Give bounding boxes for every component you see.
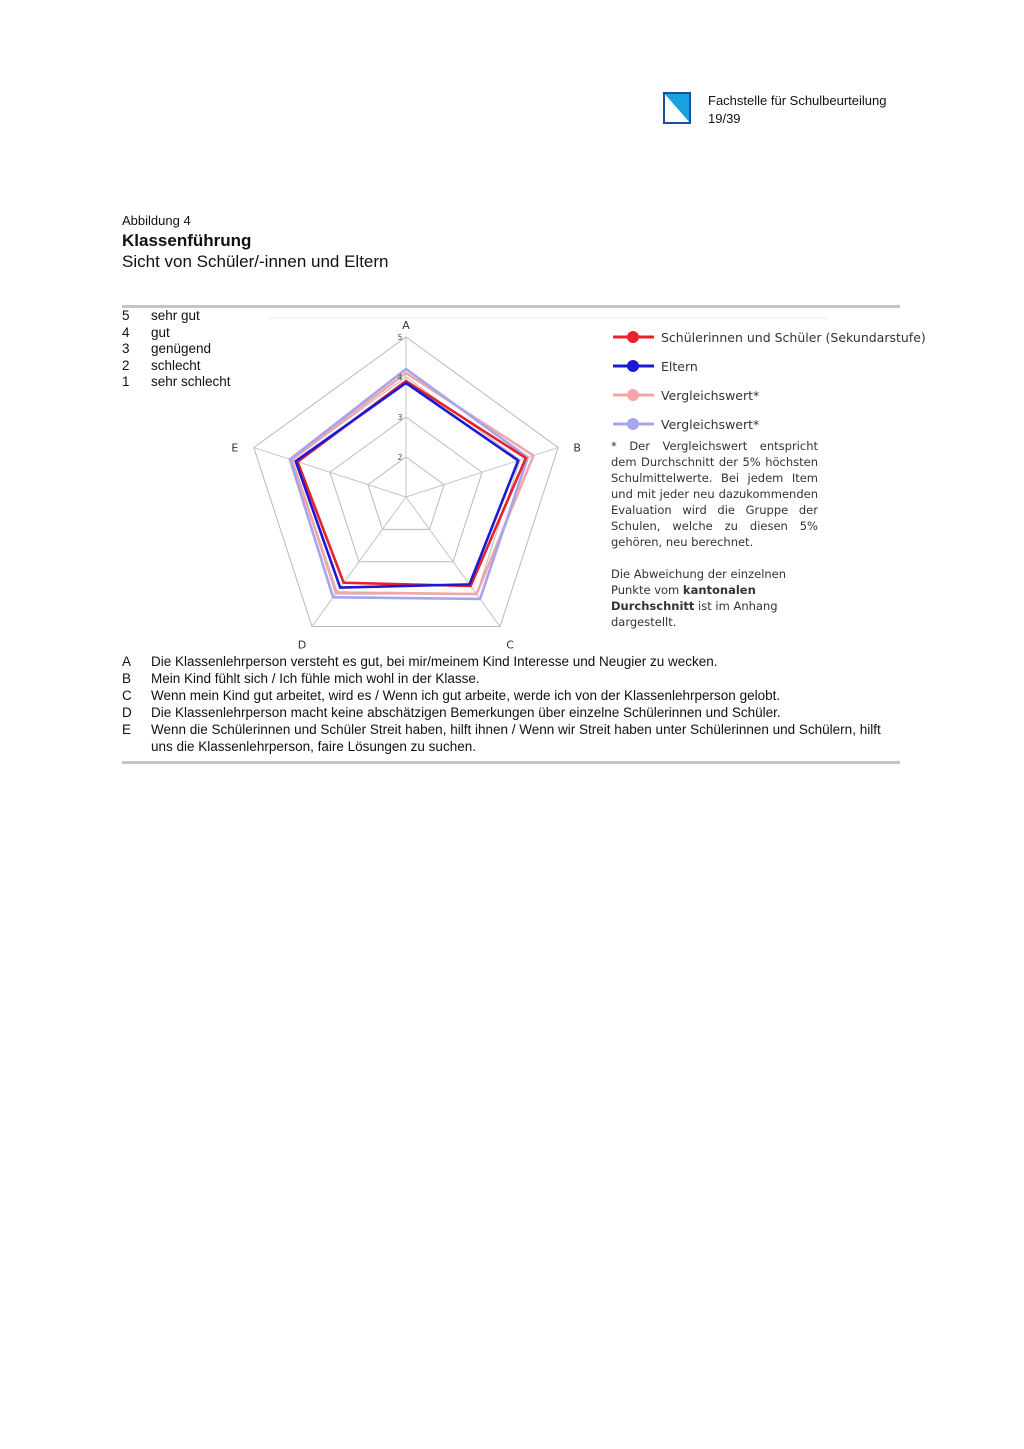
axis-label: D: [297, 638, 307, 652]
page-number: 19/39: [708, 111, 741, 126]
top-divider: [122, 305, 900, 308]
figure-title: Klassenführung: [122, 231, 252, 250]
list-item: E Wenn die Schülerinnen und Schüler Streit haben, hilft ihnen / Wenn wir Streit haben unter Schülerinnen und Schülern, hilft uns die Klassenlehrperson, faire Lösungen zu suchen.: [122, 722, 881, 754]
legend-label: Eltern: [661, 359, 698, 374]
tick-label: 4: [397, 373, 403, 382]
legend-label: Vergleichswert*: [661, 417, 760, 432]
series-line: [296, 383, 519, 588]
axis-label: C: [506, 638, 514, 652]
tick-label: 5: [397, 333, 403, 342]
figure-subtitle: Sicht von Schüler/-innen und Eltern: [122, 252, 389, 271]
list-item: A Die Klassenlehrperson versteht es gut, bei mir/meinem Kind Interesse und Neugier zu wecken.: [122, 654, 718, 669]
legend-marker: [627, 331, 639, 343]
org-name: Fachstelle für Schulbeurteilung: [708, 93, 887, 108]
tick-label: 2: [397, 453, 403, 462]
tick-label: 3: [397, 413, 403, 422]
legend-label: Schülerinnen und Schüler (Sekundarstufe): [661, 330, 926, 345]
figure-caption: Abbildung 4: [122, 213, 191, 228]
legend-marker: [627, 389, 639, 401]
bottom-divider: [122, 761, 900, 764]
legend-label: Vergleichswert*: [661, 388, 760, 403]
list-item: C Wenn mein Kind gut arbeitet, wird es / Wenn ich gut arbeite, werde ich von der Klassenlehrperson gelobt.: [122, 688, 781, 703]
list-item: D Die Klassenlehrperson macht keine abschätzigen Bemerkungen über einzelne Schülerinnen und Schüler.: [122, 705, 781, 720]
axis-label: E: [231, 441, 239, 455]
axis-label: A: [402, 319, 410, 332]
rating-scale: [122, 308, 231, 391]
comparison-footnote: * Der Vergleichswert entspricht dem Durchschnitt der 5% höchsten Schulmittelwerte. Bei jedem Item und mit jeder neu dazukommenden Evaluation wird die Gruppe der Schulen, welche zu diesen 5% gehören, neu berechnet.: [611, 439, 818, 549]
scale-row: 2 schlecht: [122, 357, 201, 373]
scale-row: 3 genügend: [122, 341, 212, 356]
list-item: B Mein Kind fühlt sich / Ich fühle mich wohl in der Klasse.: [122, 671, 480, 686]
scale-row: 4 gut: [122, 324, 170, 340]
legend-marker: [627, 418, 639, 430]
legend-marker: [627, 360, 639, 372]
canton-logo-icon: [663, 92, 691, 124]
page-header: [663, 92, 963, 128]
item-list: [122, 653, 902, 755]
axis-spoke: [254, 448, 406, 497]
series-line: [292, 373, 534, 594]
axis-spoke: [406, 448, 558, 497]
deviation-note: Die Abweichung der einzelnen Punkte vom kantonalen Durchschnitt ist im Anhang dargestellt.: [611, 567, 787, 629]
axis-label: B: [573, 441, 581, 455]
scale-row: 5 sehr gut: [122, 308, 200, 323]
scale-row: 1 sehr schlecht: [122, 374, 231, 389]
